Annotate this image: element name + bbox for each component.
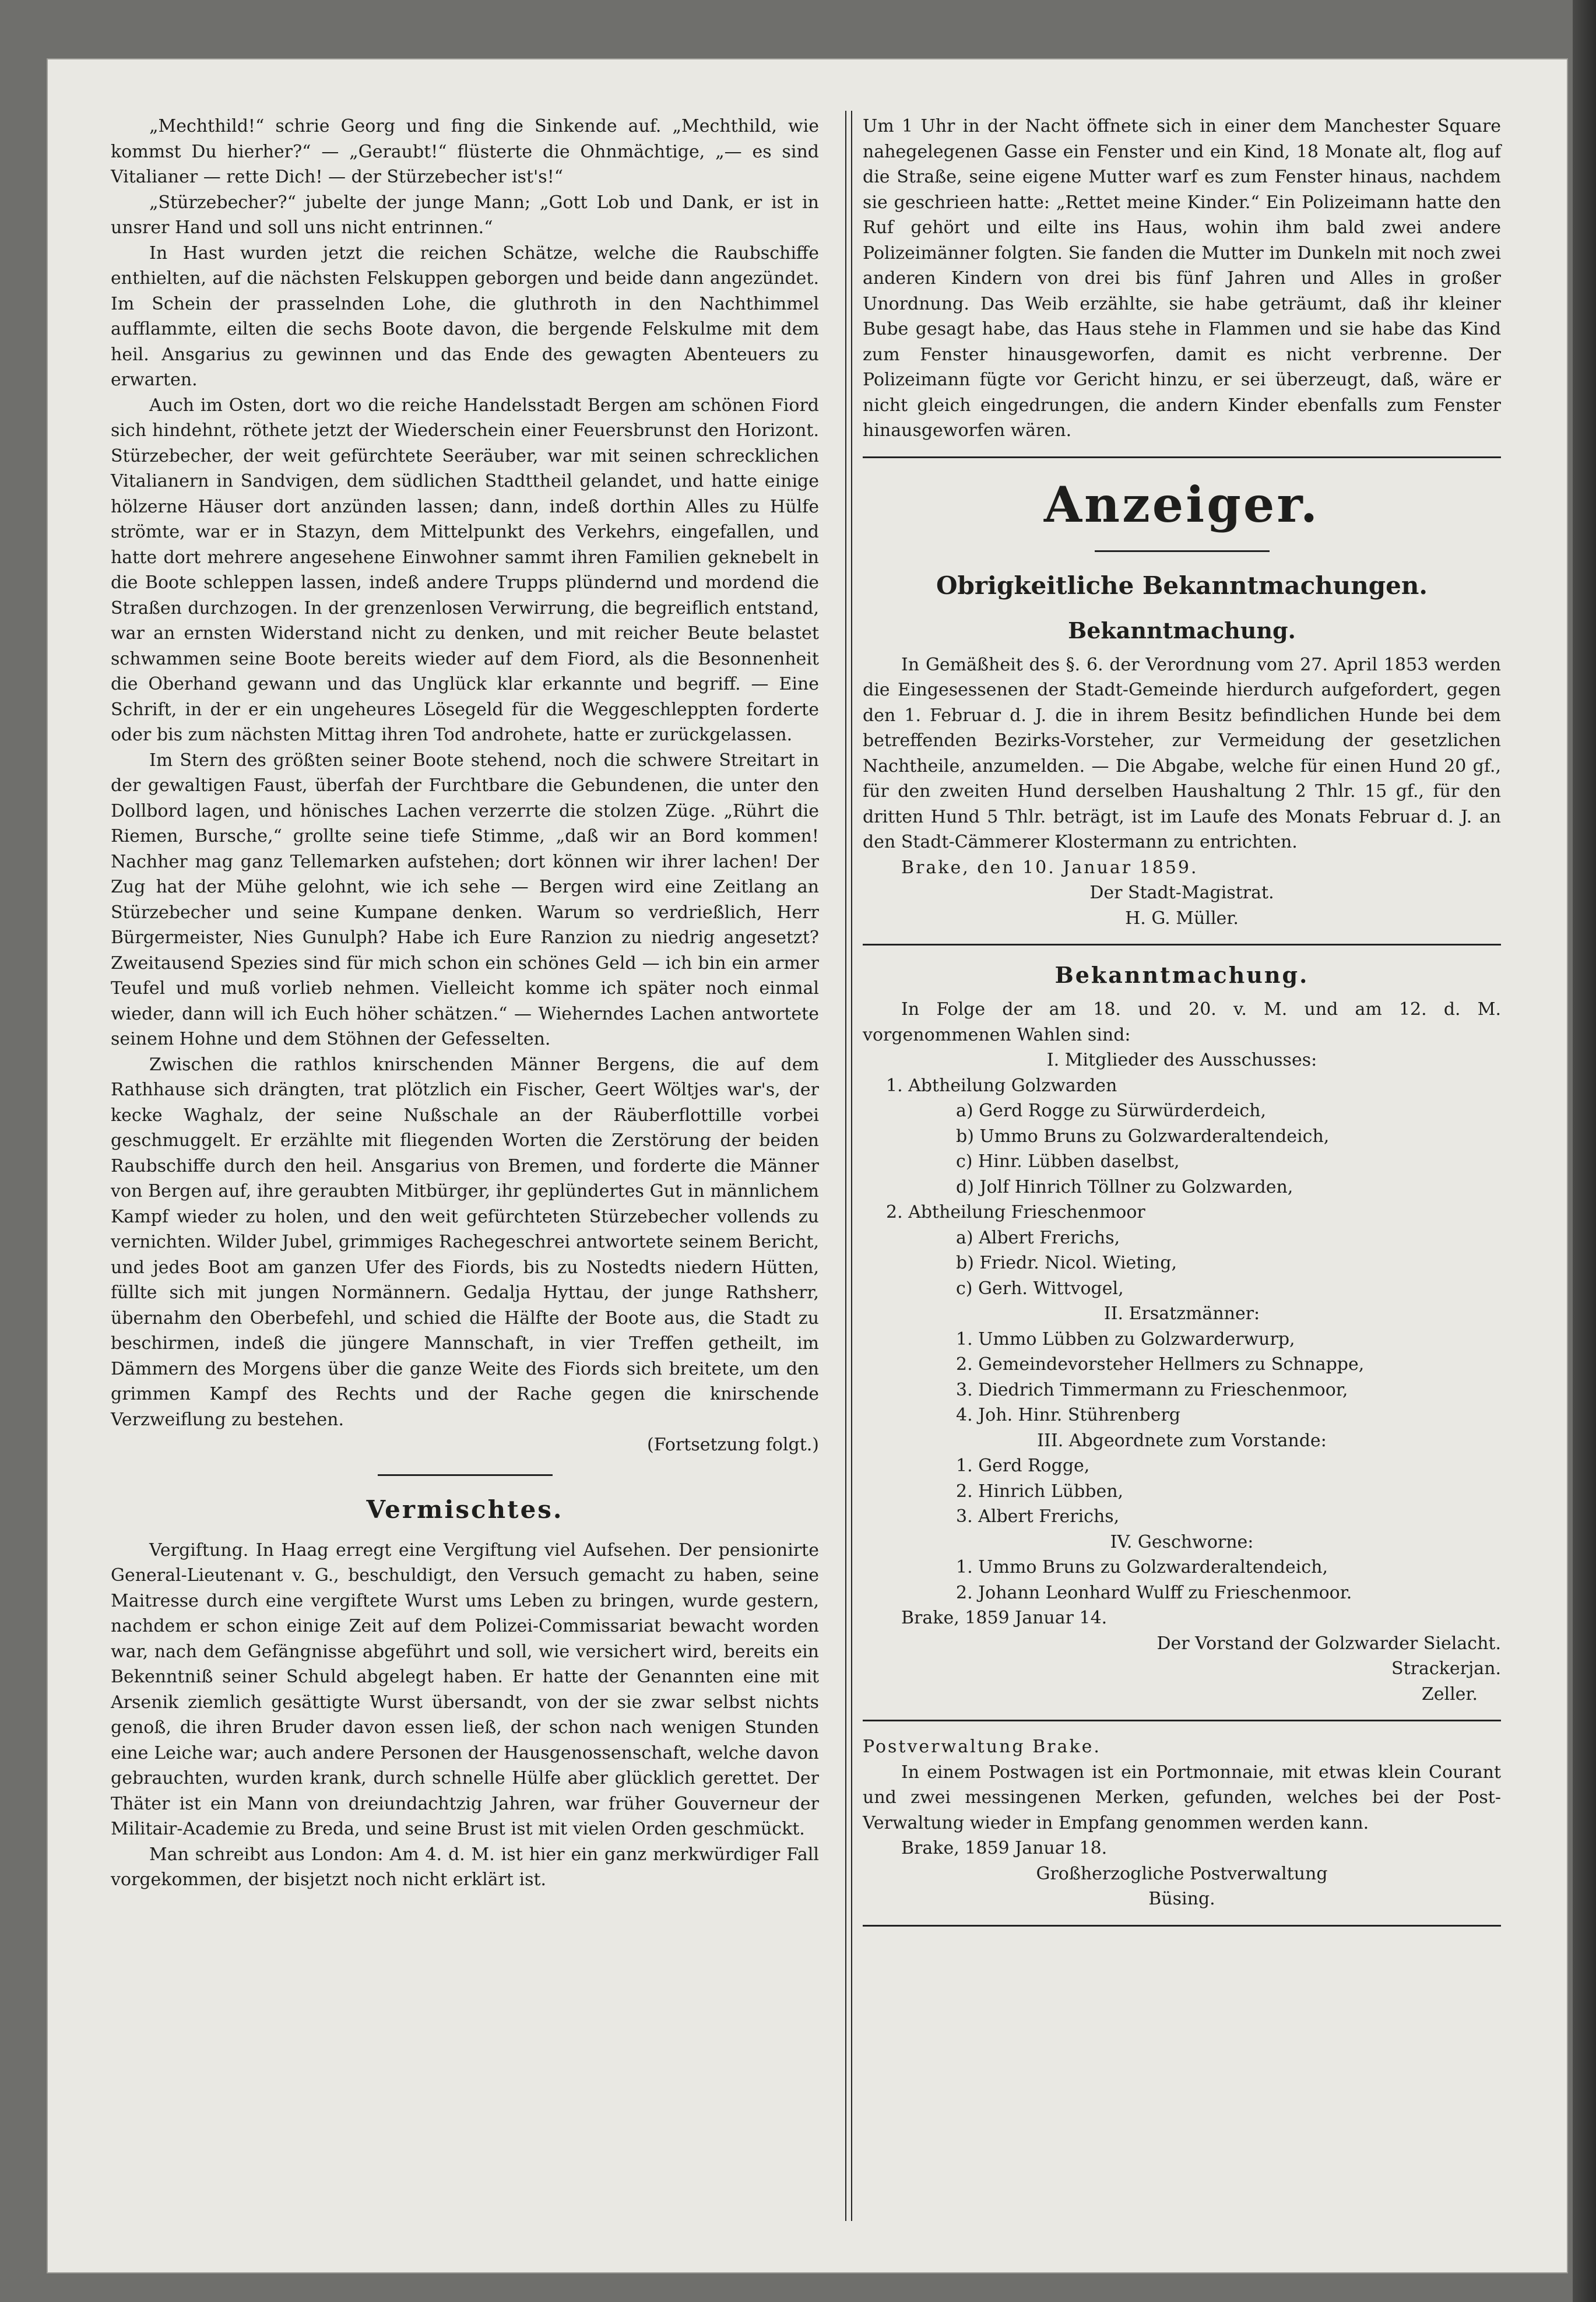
list-item: c) Hinr. Lübben daselbst,	[956, 1151, 1180, 1172]
list-item: d) Jolf Hinrich Töllner zu Golzwarden,	[956, 1176, 1293, 1197]
section-divider	[863, 944, 1501, 946]
list-item: b) Ummo Bruns zu Golzwarderaltendeich,	[956, 1126, 1330, 1147]
notice2-section2: II. Ersatzmänner:	[1103, 1303, 1260, 1324]
story-paragraph: „Mechthild!“ schrie Georg und fing die Sinkende auf. „Mechthild, wie kommst Du hierher?“ — „Geraubt!“ flüsterte die Ohnmächtige, „— es sind Vitalianer — rette Dich! — der Stürzebecher ist's!“	[111, 116, 819, 187]
continued-note: (Fortsetzung folgt.)	[647, 1435, 819, 1455]
story-paragraph: Im Stern des größten seiner Boote stehend, noch die schwere Streitart in der gewaltigen Faust, überfah der Furchtbare die Gebundenen, die unter den Dollbord lagen, und hönisches Lachen verzerrte die stolzen Züge. „Rührt die Riemen, Bursche,“ grollte seine tiefe Stimme, „daß wir an Bord kommen! Nachher mag ganz Tellemarken aufstehen; dort können wir ihrer lachen! Der Zug hat der Mühe gelohnt, wie ich sehe — Bergen wird eine Zeitlang an Stürzebecher und seine Kumpane denken. Warum so verdrießlich, Herr Bürgermeister, Nies Gunulph? Habe ich Eure Ranzion zu niedrig angesetzt? Zweitausend Spezies sind für mich schon ein schönes Geld — ich bin ein armer Teufel und muß vorlieb nehmen. Vielleicht komme ich später noch einmal wieder, dann will ich Euch höher schätzen.“ — Wieherndes Lachen antwortete seinem Hohne und dem Stöhnen der Gefesselten.	[111, 750, 819, 1049]
notice3-title: Postverwaltung Brake.	[863, 1737, 1101, 1757]
notice2-title: Bekanntmachung.	[1054, 962, 1309, 988]
right-column	[863, 114, 1501, 1939]
list-item: 3. Diedrich Timmermann zu Frieschenmoor,	[956, 1379, 1348, 1400]
newspaper-page	[47, 58, 1568, 2273]
list-item: 2. Hinrich Lübben,	[956, 1481, 1124, 1502]
section-divider	[378, 1474, 553, 1476]
official-heading: Obrigkeitliche Bekanntmachungen.	[936, 571, 1428, 600]
story-paragraph: Auch im Osten, dort wo die reiche Handelsstadt Bergen am schönen Fiord sich hindehnt, röthete jetzt der Wiederschein einer Feuersbrunst den Horizont. Stürzebecher, der weit gefürchtete Seeräuber, war mit seinen schrecklichen Vitalianern in Sandvigen, dem südlichen Stadttheil gelandet, und hatte einige hölzerne Häuser dort anzünden lassen; dann, indeß dorthin Alles zu Hülfe strömte, war er in Stazyn, dem Mittelpunkt des Verkehrs, eingefallen, und hatte dort mehrere angesehene Einwohner sammt ihren Familien geknebelt in die Boote schleppen lassen, indeß andere Trupps plündernd und mordend die Straßen durchzogen. In der grenzenlosen Verwirrung, die begreiflich entstand, war an ernsten Widerstand nicht zu denken, und mit reicher Beute belastet schwammen seine Boote bereits wieder auf dem Fiord, als die Besonnenheit die Oberhand gewann und das Unglück klar erkannte und begriff. — Eine Schrift, in der er ein ungeheures Lösegeld für die Weggeschleppten forderte oder bis zum nächsten Mittag ihren Tod androhete, hatte er zurückgelassen.	[111, 395, 819, 745]
london-story: Um 1 Uhr in der Nacht öffnete sich in einer dem Manchester Square nahegelegenen Gasse ein Fenster und ein Kind, 18 Monate alt, flog auf die Straße, seine eigene Mutter warf es zum Fenster hinaus, nachdem sie geschrieen hatte: „Rettet meine Kinder.“ Ein Polizeimann hatte den Ruf gehört und eilte ins Haus, wohin ihm bald zwei andere Polizeimänner folgten. Sie fanden die Mutter im Dunkeln mit noch zwei anderen Kindern von drei bis fünf Jahren und Alles in großer Unordnung. Das Weib erzählte, sie habe geträumt, daß ihr kleiner Bube gesagt habe, das Haus stehe in Flammen und sie habe das Kind zum Fenster hinausgeworfen, damit es nicht verbrenne. Der Polizeimann fügte vor Gericht hinzu, er sei überzeugt, daß, wäre er nicht gleich eingedrungen, die andern Kinder ebenfalls zum Fenster hinausgeworfen wären.	[863, 116, 1501, 441]
misc-paragraph: Vergiftung. In Haag erregt eine Vergiftung viel Aufsehen. Der pensionirte General-Lieutenant v. G., beschuldigt, den Versuch gemacht zu haben, seine Maitresse durch eine vergiftete Wurst ums Leben zu bringen, wurde gestern, nachdem er schon einige Zeit auf dem Polizei-Commissariat bewacht worden war, nach dem Gefängnisse abgeführt und soll, wie versichert wird, bereits ein Bekenntniß seiner Schuld abgelegt haben. Er hatte der Genannten eine mit Arsenik ziemlich gesättigte Wurst übersandt, von der sie zwar selbst nichts genoß, die ihren Bruder davon essen ließ, der schon nach wenigen Stunden eine Leiche war; auch andere Personen der Hausgenossenschaft, welche davon gebrauchten, wurden krank, durch schnelle Hülfe aber glücklich gerettet. Der Thäter ist ein Mann von dreiundachtzig Jahren, war früher Gouverneur der Militair-Academie zu Breda, und seine Brust ist mit vielen Orden geschmückt.	[111, 1540, 819, 1839]
notice3-authority: Großherzogliche Postverwaltung	[1036, 1863, 1328, 1884]
story-paragraph: „Stürzebecher?“ jubelte der junge Mann; „Gott Lob und Dank, er ist in unsrer Hand und soll uns nicht entrinnen.“	[111, 192, 819, 238]
notice2-signer2: Zeller.	[1421, 1684, 1478, 1704]
notice2-place-date: Brake, 1859 Januar 14.	[901, 1608, 1108, 1628]
notice2-section1: I. Mitglieder des Ausschusses:	[1046, 1050, 1317, 1070]
notice2-signer1: Strackerjan.	[1391, 1658, 1501, 1679]
misc-paragraph: Man schreibt aus London: Am 4. d. M. ist hier ein ganz merkwürdiger Fall vorgekommen, der bisjetzt noch nicht erklärt ist.	[111, 1844, 819, 1890]
list-item: 1. Gerd Rogge,	[956, 1456, 1090, 1476]
story-paragraph: Zwischen die rathlos knirschenden Männer Bergens, die auf dem Rathhause sich drängten, trat plötzlich ein Fischer, Geert Wöltjes war's, der kecke Waghalz, der seine Nußschale an der Räuberflottille vorbei geschmuggelt. Er erzählte mit fliegenden Worten die Zerstörung der beiden Raubschiffe durch den heil. Ansgarius von Bremen, und forderte die Männer von Bergen auf, ihre geraubten Mitbürger, ihr geplündertes Gut in männlichem Kampf wieder zu holen, und den weit gefürchteten Stürzebecher vollends zu vernichten. Wilder Jubel, grimmiges Rachegeschrei antwortete seinem Bericht, und jedes Boot am ganzen Ufer des Fiords, bis zu Nostedts niedern Hütten, füllte sich mit jungen Normännern. Gedalja Hyttau, der junge Rathsherr, übernahm den Oberbefehl, und schied die Hälfte der Boote aus, die Stadt zu beschirmen, indeß die jüngere Mannschaft, in vier Treffen getheilt, im Dämmern des Morgens über die ganze Weite des Fiords sich breitete, um den grimmen Kampf des Rechts und der Rache gegen die knirschende Verzweiflung zu bestehen.	[111, 1054, 819, 1430]
list-item: a) Albert Frerichs,	[956, 1227, 1120, 1248]
left-column	[111, 114, 819, 1893]
section-divider	[863, 1720, 1501, 1721]
notice2-authority: Der Vorstand der Golzwarder Sielacht.	[1156, 1633, 1501, 1654]
notice1-title: Bekanntmachung.	[1068, 617, 1296, 644]
list-item: 2. Gemeindevorsteher Hellmers zu Schnappe,	[956, 1354, 1365, 1375]
binding-edge	[1573, 0, 1596, 2302]
list-item: b) Friedr. Nicol. Wieting,	[956, 1253, 1177, 1273]
column-rule	[845, 111, 852, 2221]
list-item: c) Gerh. Wittvogel,	[956, 1278, 1124, 1299]
notice1-place-date: Brake, den 10. Januar 1859.	[901, 857, 1198, 878]
notice2-sub2: 2. Abtheilung Frieschenmoor	[886, 1202, 1145, 1222]
story-paragraph: In Hast wurden jetzt die reichen Schätze, welche die Raubschiffe enthielten, auf die nächsten Felskuppen geborgen und beide dann angezündet. Im Schein der prasselnden Lohe, die gluthroth in den Nachthimmel aufflammte, eilten die sechs Boote davon, die bergende Felskulme mit dem heil. Ansgarius zu gewinnen und das Ende des gewagten Abenteuers zu erwarten.	[111, 242, 819, 390]
masthead-rule	[1095, 550, 1270, 552]
list-item: 4. Joh. Hinr. Stührenberg	[956, 1405, 1181, 1425]
notice3-place-date: Brake, 1859 Januar 18.	[901, 1838, 1108, 1858]
notice2-section4: IV. Geschworne:	[1110, 1531, 1254, 1552]
masthead-anzeiger: Anzeiger.	[1043, 475, 1320, 533]
notice1-body: In Gemäßheit des §. 6. der Verordnung vom 27. April 1853 werden die Eingesessenen der Stadt-Gemeinde hierdurch aufgefordert, gegen den 1. Februar d. J. die in ihrem Besitz befindlichen Hunde bei dem betreffenden Bezirks-Vorsteher, zur Vermeidung der gesetzlichen Nachtheile, anzumelden. — Die Abgabe, welche für einen Hund 20 gf., für den zweiten Hund derselben Haushaltung 2 Thlr. 15 gf., für den dritten Hund 5 Thlr. beträgt, ist im Laufe des Monats Februar d. J. an den Stadt-Cämmerer Klostermann zu entrichten.	[863, 654, 1501, 852]
list-item: 1. Ummo Lübben zu Golzwarderwurp,	[956, 1329, 1295, 1349]
notice3-body: In einem Postwagen ist ein Portmonnaie, mit etwas klein Courant und zwei messingenen Merken, gefunden, welches bei der Post-Verwaltung wieder in Empfang genommen werden kann.	[863, 1762, 1501, 1833]
list-item: 1. Ummo Bruns zu Golzwarderaltendeich,	[956, 1557, 1328, 1577]
bottom-rule	[863, 1925, 1501, 1927]
list-item: a) Gerd Rogge zu Sürwürderdeich,	[956, 1101, 1267, 1121]
section-divider	[863, 456, 1501, 458]
notice1-authority: Der Stadt-Magistrat.	[1089, 883, 1274, 903]
notice3-signer: Büsing.	[1148, 1889, 1215, 1909]
section-title-vermischtes: Vermischtes.	[366, 1495, 564, 1524]
list-item: 2. Johann Leonhard Wulff zu Frieschenmoor.	[956, 1582, 1352, 1603]
notice2-sub1: 1. Abtheilung Golzwarden	[886, 1075, 1117, 1096]
notice2-intro: In Folge der am 18. und 20. v. M. und am 12. d. M. vorgenommenen Wahlen sind:	[863, 999, 1501, 1045]
list-item: 3. Albert Frerichs,	[956, 1506, 1120, 1527]
notice1-signer: H. G. Müller.	[1125, 908, 1239, 929]
notice2-section3: III. Abgeordnete zum Vorstande:	[1037, 1430, 1327, 1451]
